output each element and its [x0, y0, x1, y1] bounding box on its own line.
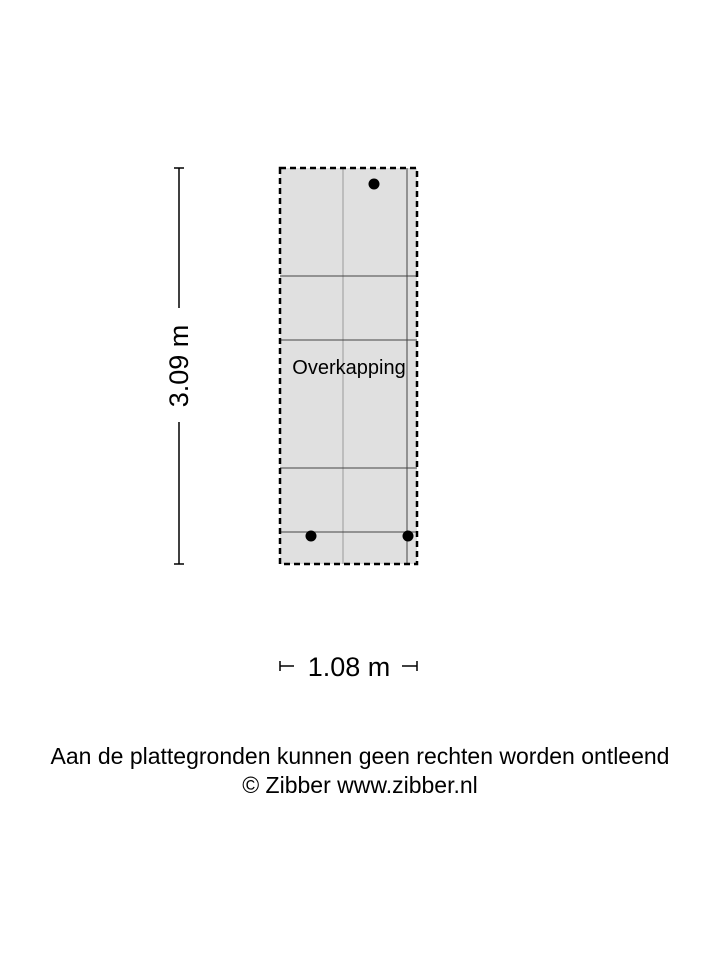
- post-marker: [403, 531, 414, 542]
- width-dimension-label: 1.08 m: [307, 652, 391, 682]
- height-dimension-label: 3.09 m: [164, 324, 194, 408]
- post-marker: [369, 179, 380, 190]
- disclaimer-text: Aan de plattegronden kunnen geen rechten worden ontleend: [50, 743, 670, 769]
- room-label: Overkapping: [292, 357, 406, 379]
- copyright-text: © Zibber www.zibber.nl: [242, 772, 478, 798]
- post-marker: [306, 531, 317, 542]
